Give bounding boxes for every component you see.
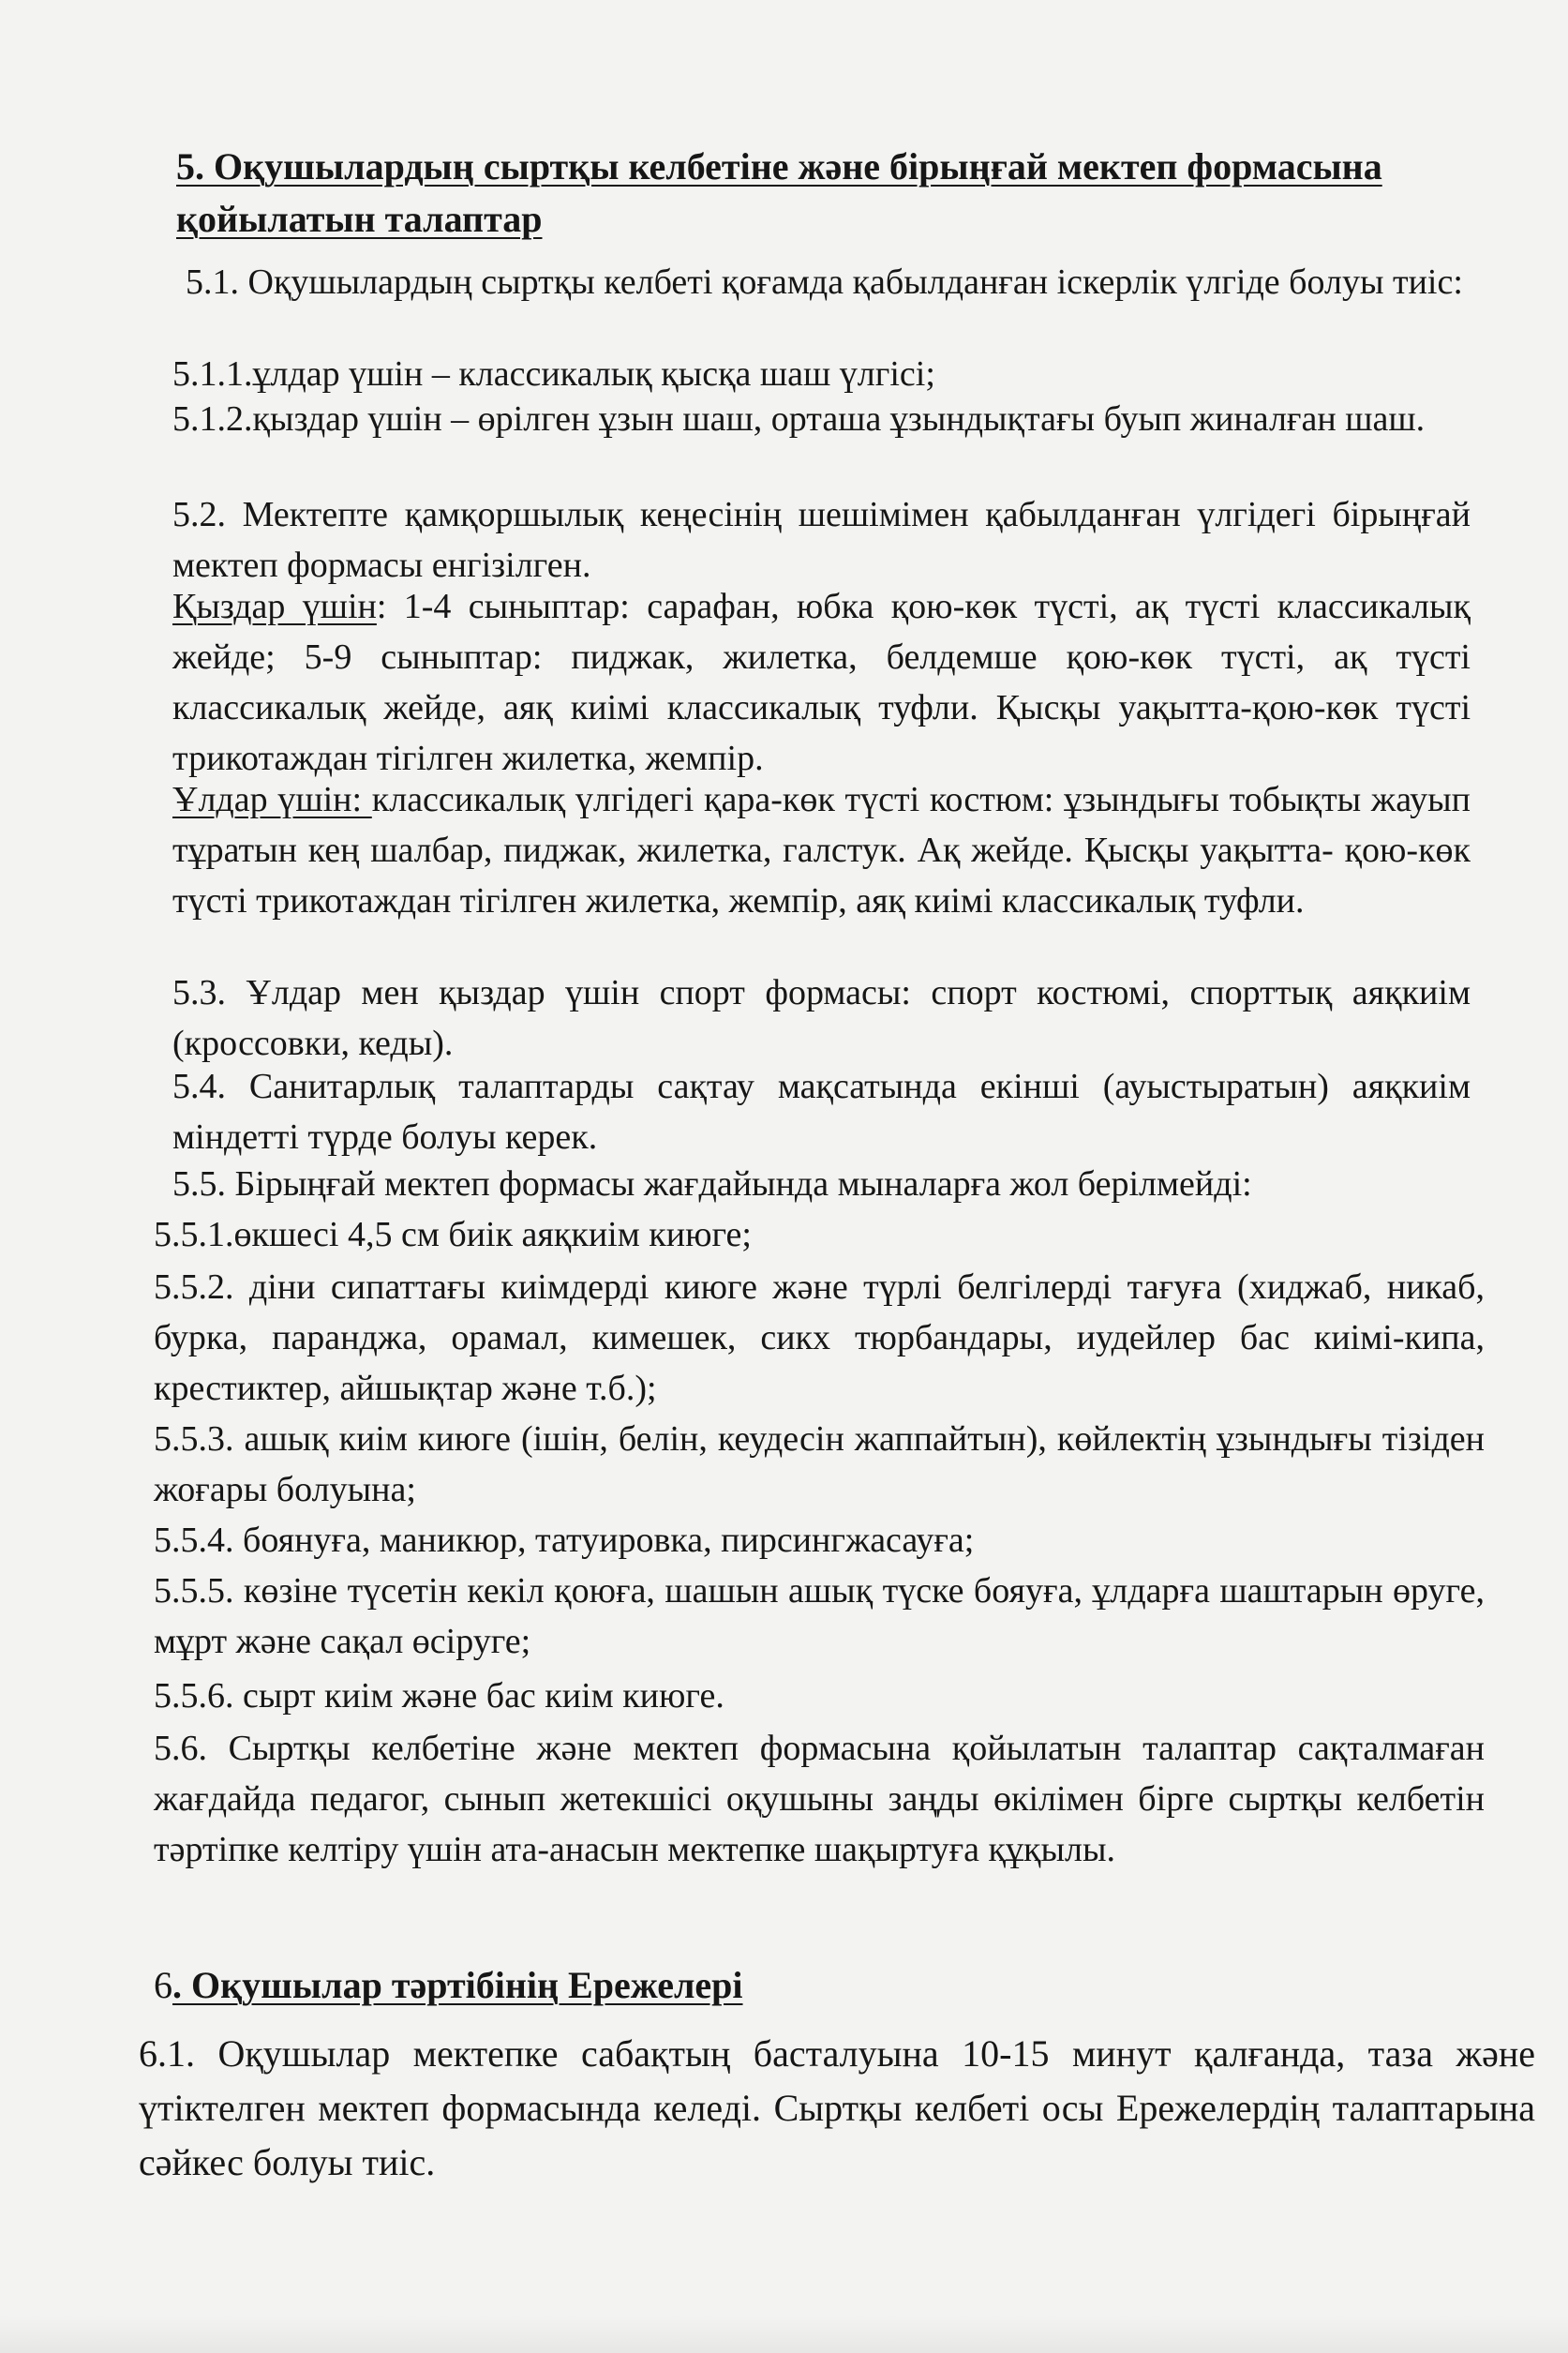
paragraph-5-5-5: 5.5.5. көзіне түсетін кекіл қоюға, шашын ашық түске бояуға, ұлдарға шаштарын өруге, мұрт және сақал өсіруге; [154,1571,1485,1661]
paragraph-5-5-3: 5.5.3. ашық киім киюге (ішін, белін, кеудесін жаппайтын), көйлектің ұзындығы тізіден жоғары болуына; [154,1419,1485,1509]
section-5-title-line-1: 5. Оқушылардың сыртқы келбетіне және бірыңғай мектеп формасына [176,145,1382,187]
paragraph-6-1: 6.1. Оқушылар мектепке сабақтың басталуына 10-15 минут қалғанда, таза және үтіктелген мектеп формасында келеді. Сыртқы келбеті осы Ережелердің талаптарына сәйкес болуы тиіс. [139,2032,1535,2183]
paragraph-5-5-4: 5.5.4. боянуға, маникюр, татуировка, пирсингжасауға; [154,1521,975,1560]
paragraph-5-6: 5.6. Сыртқы келбетіне және мектеп формасына қойылатын талаптар сақталмаған жағдайда педагог, сынып жетекшісі оқушыны заңды өкілімен бірге сыртқы келбетін тәртіпке келтіру үшін ата-анасын мектепке шақыртуға құқылы. [154,1729,1485,1869]
paragraph-5-4: 5.4. Санитарлық талаптарды сақтау мақсатында екінші (ауыстыратын) аяқкиім міндетті түрде болуы керек. [172,1067,1471,1157]
paragraph-5-1: 5.1. Оқушылардың сыртқы келбеті қоғамда қабылданған іскерлік үлгіде болуы тиіс: [186,262,1463,302]
paragraph-5-1-1: 5.1.1.ұлдар үшін – классикалық қысқа шаш үлгісі; [172,354,935,394]
paragraph-5-5-2: 5.5.2. діни сипаттағы киімдерді киюге және түрлі белгілерді тағуға (хиджаб, никаб, бурка, паранджа, орамал, кимешек, сикх тюрбандары, иудейлер бас киімі-кипа, крестиктер, айшықтар және т.б.); [154,1267,1485,1408]
section-5-title [176,141,1470,246]
paragraph-boys-uniform [172,774,1471,926]
boys-text: классикалық үлгідегі қара-көк түсті костюм: ұзындығы тобықты жауып тұратын кең шалбар, пиджак, жилетка, галстук. Ақ жейде. Қысқы уақытта- қою-көк түсті трикотаждан тігілген жилетка, жемпір, аяқ киімі классикалық туфли. [172,780,1471,921]
section-6-number: 6 [154,1964,172,2006]
paragraph-girls-uniform [172,581,1471,784]
girls-text: : 1-4 сыныптар: сарафан, юбка қою-көк түсті, ақ түсті классикалық жейде; 5-9 сыныптар: пиджак, жилетка, белдемше қою-көк түсті, ақ түсті классикалық жейде, аяқ киімі классикалық туфли. Қысқы уақытта-қою-көк түсті трикотаждан тігілген жилетка, жемпір. [172,587,1471,778]
paragraph-5-5: 5.5. Бірыңғай мектеп формасы жағдайында мыналарға жол берілмейді: [172,1164,1252,1204]
section-5-title-line-2: қойылатын талаптар [176,198,543,240]
page-bottom-shade [0,2316,1568,2353]
girls-label: Қыздар үшін [172,587,377,626]
section-6-title [154,1959,1485,2012]
paragraph-5-5-6: 5.5.6. сырт киім және бас киім киюге. [154,1676,724,1716]
boys-label: Ұлдар үшін: [172,780,372,819]
paragraph-5-1-2: 5.1.2.қыздар үшін – өрілген ұзын шаш, орташа ұзындықтағы буып жиналған шаш. [172,399,1426,439]
paragraph-5-2: 5.2. Мектепте қамқоршылық кеңесінің шешімімен қабылданған үлгідегі бірыңғай мектеп формасы енгізілген. [172,495,1471,585]
section-6-title-text: . Оқушылар тәртібінің Ережелері [172,1964,743,2006]
paragraph-5-5-1: 5.5.1.өкшесі 4,5 см биік аяқкиім киюге; [154,1215,752,1254]
paragraph-5-3: 5.3. Ұлдар мен қыздар үшін спорт формасы: спорт костюмі, спорттық аяқкиім (кроссовки, кеды). [172,973,1471,1063]
